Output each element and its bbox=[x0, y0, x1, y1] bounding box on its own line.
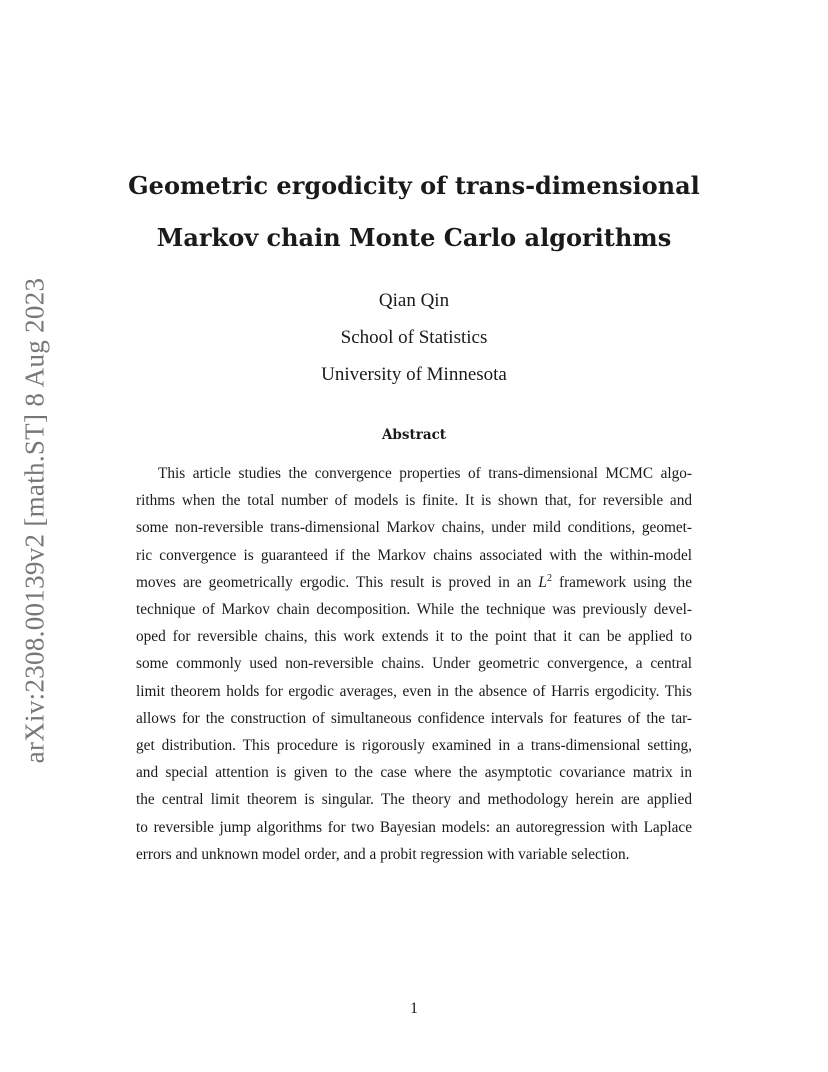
page-number: 1 bbox=[410, 1000, 418, 1017]
abstract-line: technique of Markov chain decomposition. While the technique was previously devel- bbox=[136, 601, 692, 619]
paper-title bbox=[0, 160, 828, 264]
abstract-body bbox=[136, 460, 692, 868]
abstract-line: allows for the construction of simultaneous confidence intervals for features of the tar- bbox=[136, 709, 692, 727]
abstract-line: some non-reversible trans-dimensional Markov chains, under mild conditions, geomet- bbox=[136, 519, 692, 537]
abstract-line: some commonly used non-reversible chains. Under geometric convergence, a central bbox=[136, 655, 692, 673]
math-symbol-L: L bbox=[538, 573, 547, 591]
author-department: School of Statistics bbox=[340, 327, 488, 348]
abstract-line-with-math bbox=[136, 569, 692, 596]
abstract-line: and special attention is given to the case where the asymptotic covariance matrix in bbox=[136, 764, 692, 782]
abstract-line: rithms when the total number of models is finite. It is shown that, for reversible and bbox=[136, 492, 692, 510]
abstract-line: to reversible jump algorithms for two Bayesian models: an autoregression with Laplace bbox=[136, 818, 692, 836]
abstract-line: This article studies the convergence properties of trans-dimensional MCMC algo- bbox=[158, 465, 692, 482]
abstract-line: the central limit theorem is singular. The theory and methodology herein are applied bbox=[136, 791, 692, 809]
abstract-line-5-text: moves are geometrically ergodic. This result is proved in an bbox=[136, 573, 532, 591]
arxiv-identifier-text: arXiv:2308.00139v2 [math.ST] 8 Aug 2023 bbox=[19, 277, 50, 763]
abstract-line: get distribution. This procedure is rigorously examined in a trans-dimensional setting, bbox=[136, 737, 692, 755]
title-line-2: Markov chain Monte Carlo algorithms bbox=[156, 223, 672, 252]
title-line-1: Geometric ergodicity of trans-dimensional bbox=[128, 171, 700, 200]
abstract-line-5-tail: framework using the bbox=[558, 573, 692, 591]
abstract-line: errors and unknown model order, and a probit regression with variable selection. bbox=[136, 845, 630, 863]
abstract-line: limit theorem holds for ergodic averages, even in the absence of Harris ergodicity. This bbox=[136, 682, 692, 700]
author-block bbox=[0, 282, 828, 393]
author-name: Qian Qin bbox=[378, 290, 450, 311]
abstract-line: ric convergence is guaranteed if the Markov chains associated with the within-model bbox=[136, 546, 692, 564]
abstract-line: oped for reversible chains, this work extends it to the point that it can be applied to bbox=[136, 628, 692, 646]
author-institution: University of Minnesota bbox=[321, 364, 507, 385]
abstract-heading: Abstract bbox=[381, 427, 447, 443]
math-exponent: 2 bbox=[546, 572, 552, 584]
